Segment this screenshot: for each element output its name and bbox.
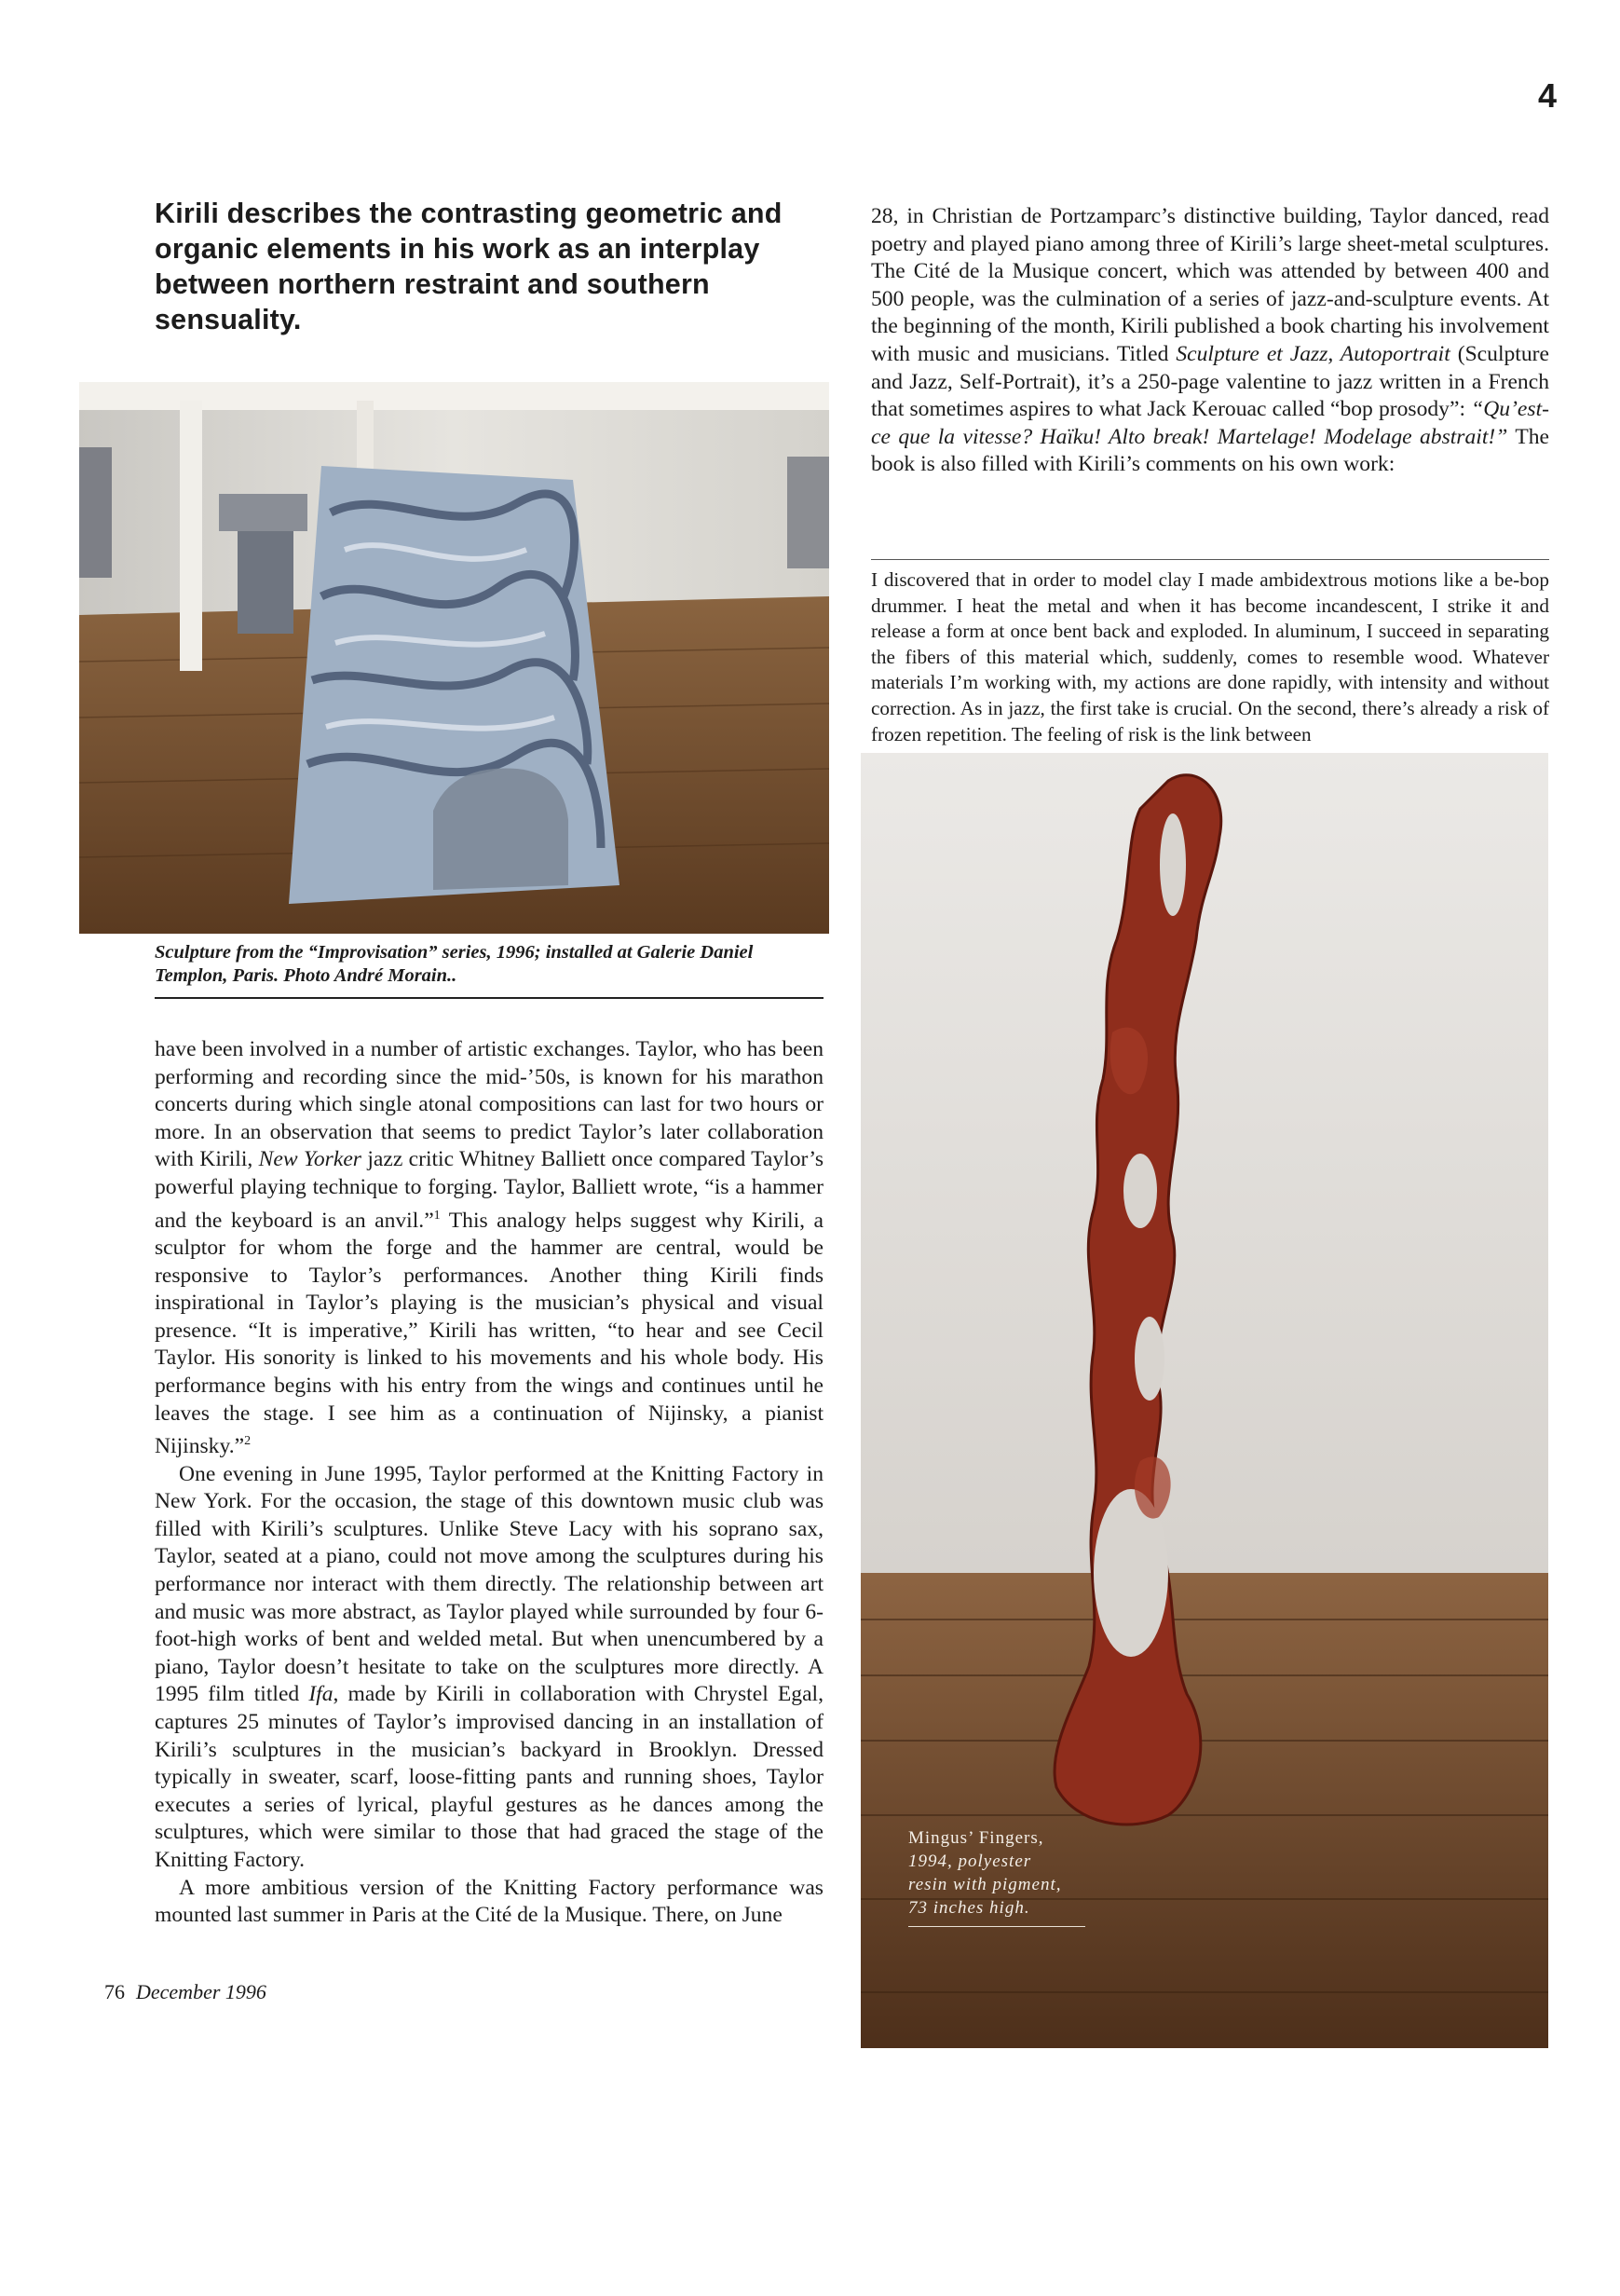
left-paragraph-1	[155, 1036, 824, 1461]
text-run: This analogy helps suggest why Kirili, a sculptor for whom the forge and the hammer are central, would be responsive to Taylor’s performances. Another thing Kirili finds inspirational in Taylor’s playing is the musician’s physical and visual presence. “It is imperative,” Kirili has written, “to hear and see Cecil Taylor. His sonority is linked to his movements and his whole body. His performance begins with his entry from the wings and continues until he leaves the stage. I see him as a continuation of Nijinsky, a pianist Nijinsky.”	[155, 1208, 824, 1459]
text-run: have been involved in a number of artistic exchanges. Taylor, who has been performing and recording since the mid-’50s, is known for his marathon concerts during which single atonal compositions can last for two hours or more. In an observation that seems to predict Taylor’s later collaboration with Kirili,	[155, 1037, 824, 1172]
text-run: jazz critic Whitney Balliett once compared Taylor’s powerful playing technique to forging. Taylor, Balliett wrote, “is a hammer and the keyboard is an anvil.”	[155, 1147, 824, 1233]
text-run: , made by Kirili in collaboration with Chrystel Egal, captures 25 minutes of Taylor’s improvised dancing in an installation of Kirili’s sculptures in the musician’s backyard in Brooklyn. Dressed typically in sweater, scarf, loose-fitting pants and running shoes, Taylor executes a series of lyrical, playful gestures as he dances among the sculptures, which were similar to those that had graced the stage of the Knitting Factory.	[155, 1682, 824, 1872]
text-run: One evening in June 1995, Taylor performed at the Knitting Factory in New York. For the occasion, the stage of this downtown music club was filled with Kirili’s sculptures. Unlike Steve Lacy with his soprano sax, Taylor, seated at a piano, could not move among the sculptures during his performance nor interact with them directly. The relationship between art and music was more abstract, as Taylor played while surrounded by four 6-foot-high works of bent and welded metal. But when unencumbered by a piano, Taylor doesn’t hesitate to take on the sculptures more directly. A 1995 film titled	[155, 1461, 824, 1707]
pull-quote: Kirili describes the contrasting geometric and organic elements in his work as an interplay between northern restraint and southern sensuality.	[155, 198, 783, 335]
caption-line: 73 inches high.	[908, 1898, 1030, 1918]
left-column-text	[155, 1036, 824, 1930]
folio	[104, 1980, 266, 2004]
gallery-photo-caption: Sculpture from the “Improvisation” series, 1996; installed at Galerie Daniel Templon, Paris. Photo André Morain..	[155, 941, 824, 999]
left-paragraph-3: A more ambitious version of the Knitting Factory performance was mounted last summer in Paris at the Cité de la Musique. There, on June	[155, 1875, 824, 1928]
text-run: (Sculpture and Jazz, Self-Portrait), it’s a 250-page valentine to jazz written in a French that sometimes aspires to what Jack Kerouac called “bop prosody”:	[871, 341, 1549, 422]
right-column-text	[871, 203, 1549, 479]
footnote-marker: 1	[433, 1208, 441, 1223]
left-paragraph-2	[155, 1461, 824, 1875]
french-quote: “Qu’est-ce que la vitesse? Haïku! Alto break! Martelage! Modelage abstrait!”	[871, 397, 1549, 449]
caption-rule	[908, 1926, 1085, 1927]
text-run: 28, in Christian de Portzamparc’s distinctive building, Taylor danced, read poetry and played piano among three of Kirili’s large sheet-metal sculptures. The Cité de la Musique concert, which was attended by between 400 and 500 people, was the culmination of a series of jazz-and-sculpture events. At the beginning of the month, Kirili published a book charting his involvement with music and musicians. Titled	[871, 204, 1549, 366]
folio-page-number: 76	[104, 1980, 125, 2003]
film-title: Ifa	[308, 1682, 334, 1707]
footnote-marker: 2	[244, 1434, 252, 1449]
block-quote-extract: I discovered that in order to model clay I made ambidextrous motions like a be-bop drummer. I heat the metal and when it has become incandescent, I strike it and release a form at once bent back and exploded. In aluminum, I succeed in separating the fibers of this material which, suddenly, comes to resemble wood. Whatever materials I’m working with, my actions are done rapidly, with intensity and without correction. As in jazz, the first take is crucial. On the second, there’s already a risk of frozen repetition. The feeling of risk is the link between	[871, 559, 1549, 747]
text-run: The book is also filled with Kirili’s comments on his own work:	[871, 424, 1549, 477]
gallery-photo-illustration	[79, 382, 829, 934]
folio-date: December 1996	[136, 1980, 266, 2003]
book-title: Sculpture et Jazz, Autoportrait	[1176, 341, 1450, 366]
caption-line: resin with pigment,	[908, 1875, 1062, 1894]
magazine-title: New Yorker	[258, 1147, 361, 1172]
page-number: 4	[1537, 76, 1557, 115]
gallery-installation-photo	[79, 382, 829, 934]
right-paragraph-1	[871, 203, 1549, 479]
caption-line: 1994, polyester	[908, 1852, 1032, 1871]
sculpture-photo-caption	[908, 1826, 1095, 1920]
caption-line: Mingus’ Fingers,	[908, 1828, 1044, 1848]
